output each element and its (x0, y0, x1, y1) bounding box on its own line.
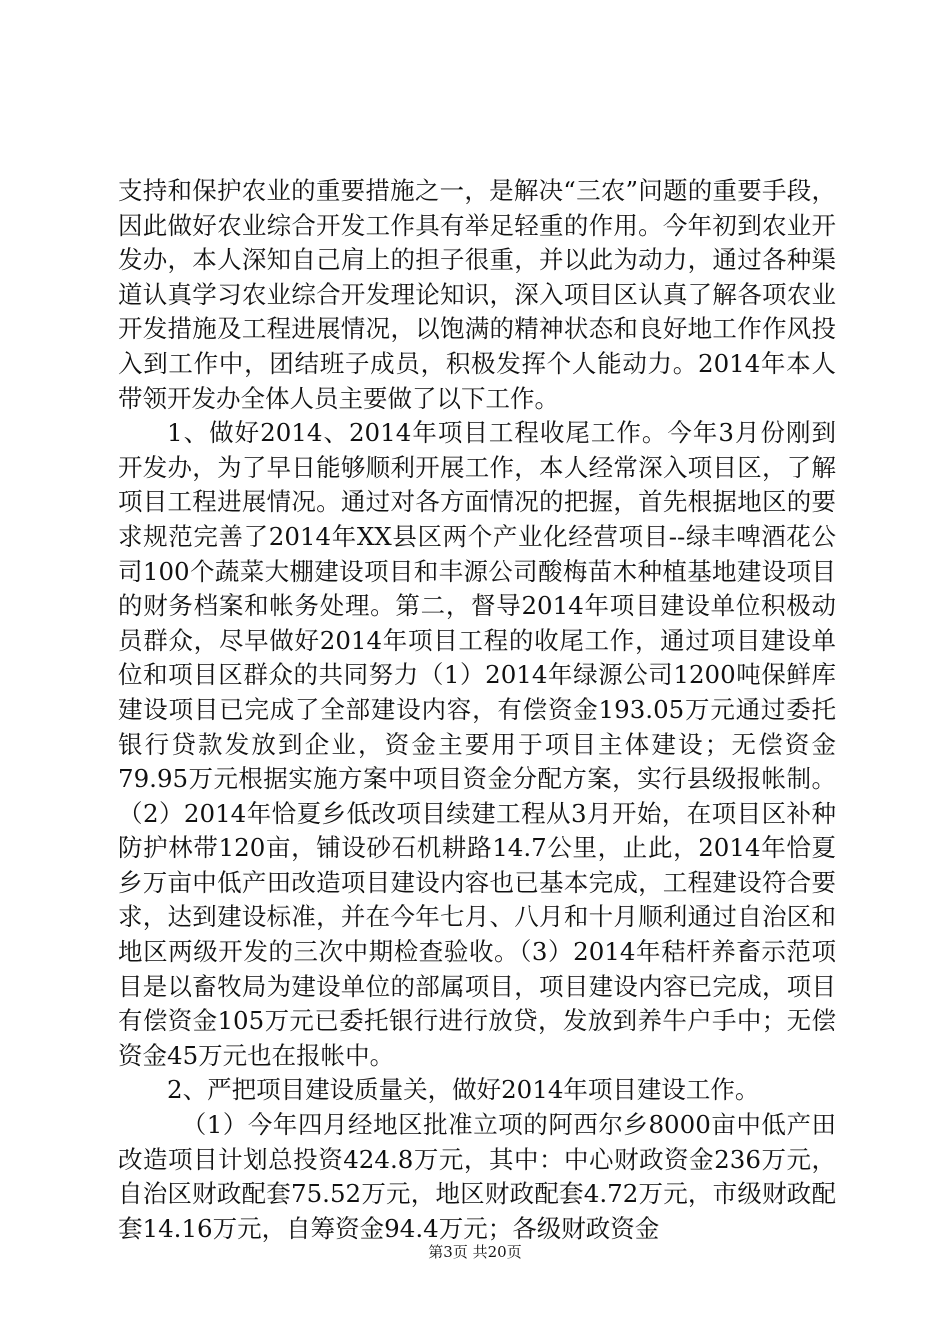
document-body (118, 174, 836, 1246)
paragraph-subitem-1: （1）今年四月经地区批准立项的阿西尔乡8000亩中低产田改造项目计划总投资424.8万元，其中：中心财政资金236万元，自治区财政配套75.52万元，地区财政配套4.72万元，市级财政配套14.16万元，自筹资金94.4万元；各级财政资金 (118, 1110, 836, 1243)
paragraph-item-2: 2、严把项目建设质量关，做好2014年项目建设工作。 (167, 1075, 760, 1105)
page-number-footer: 第3页 共20页 (428, 1243, 522, 1261)
paragraph-continuation: 支持和保护农业的重要措施之一，是解决“三农”问题的重要手段，因此做好农业综合开发工作具有举足轻重的作用。今年初到农业开发办，本人深知自己肩上的担子很重，并以此为动力，通过各种渠道认真学习农业综合开发理论知识，深入项目区认真了解各项农业开发措施及工程进展情况，以饱满的精神状态和良好地工作作风投入到工作中，团结班子成员，积极发挥个人能动力。2014年本人带领开发办全体人员主要做了以下工作。 (118, 176, 836, 413)
paragraph-item-1: 1、做好2014、2014年项目工程收尾工作。今年3月份刚到开发办，为了早日能够顺利开展工作，本人经常深入项目区，了解项目工程进展情况。通过对各方面情况的把握，首先根据地区的要求规范完善了2014年XX县区两个产业化经营项目--绿丰啤酒花公司100个蔬菜大棚建设项目和丰源公司酸梅苗木种植基地建设项目的财务档案和帐务处理。第二，督导2014年项目建设单位积极动员群众，尽早做好2014年项目工程的收尾工作，通过项目建设单位和项目区群众的共同努力（1）2014年绿源公司1200吨保鲜库建设项目已完成了全部建设内容，有偿资金193.05万元通过委托银行贷款发放到企业，资金主要用于项目主体建设；无偿资金79.95万元根据实施方案中项目资金分配方案，实行县级报帐制。（2）2014年恰夏乡低改项目续建工程从3月开始，在项目区补种防护林带120亩，铺设砂石机耕路14.7公里，止此，2014年恰夏乡万亩中低产田改造项目建设内容也已基本完成，工程建设符合要求，达到建设标准，并在今年七月、八月和十月顺利通过自治区和地区两级开发的三次中期检查验收。（3）2014年秸杆养畜示范项目是以畜牧局为建设单位的部属项目，项目建设内容已完成，项目有偿资金105万元已委托银行进行放贷，发放到养牛户手中；无偿资金45万元也在报帐中。 (118, 418, 836, 1070)
